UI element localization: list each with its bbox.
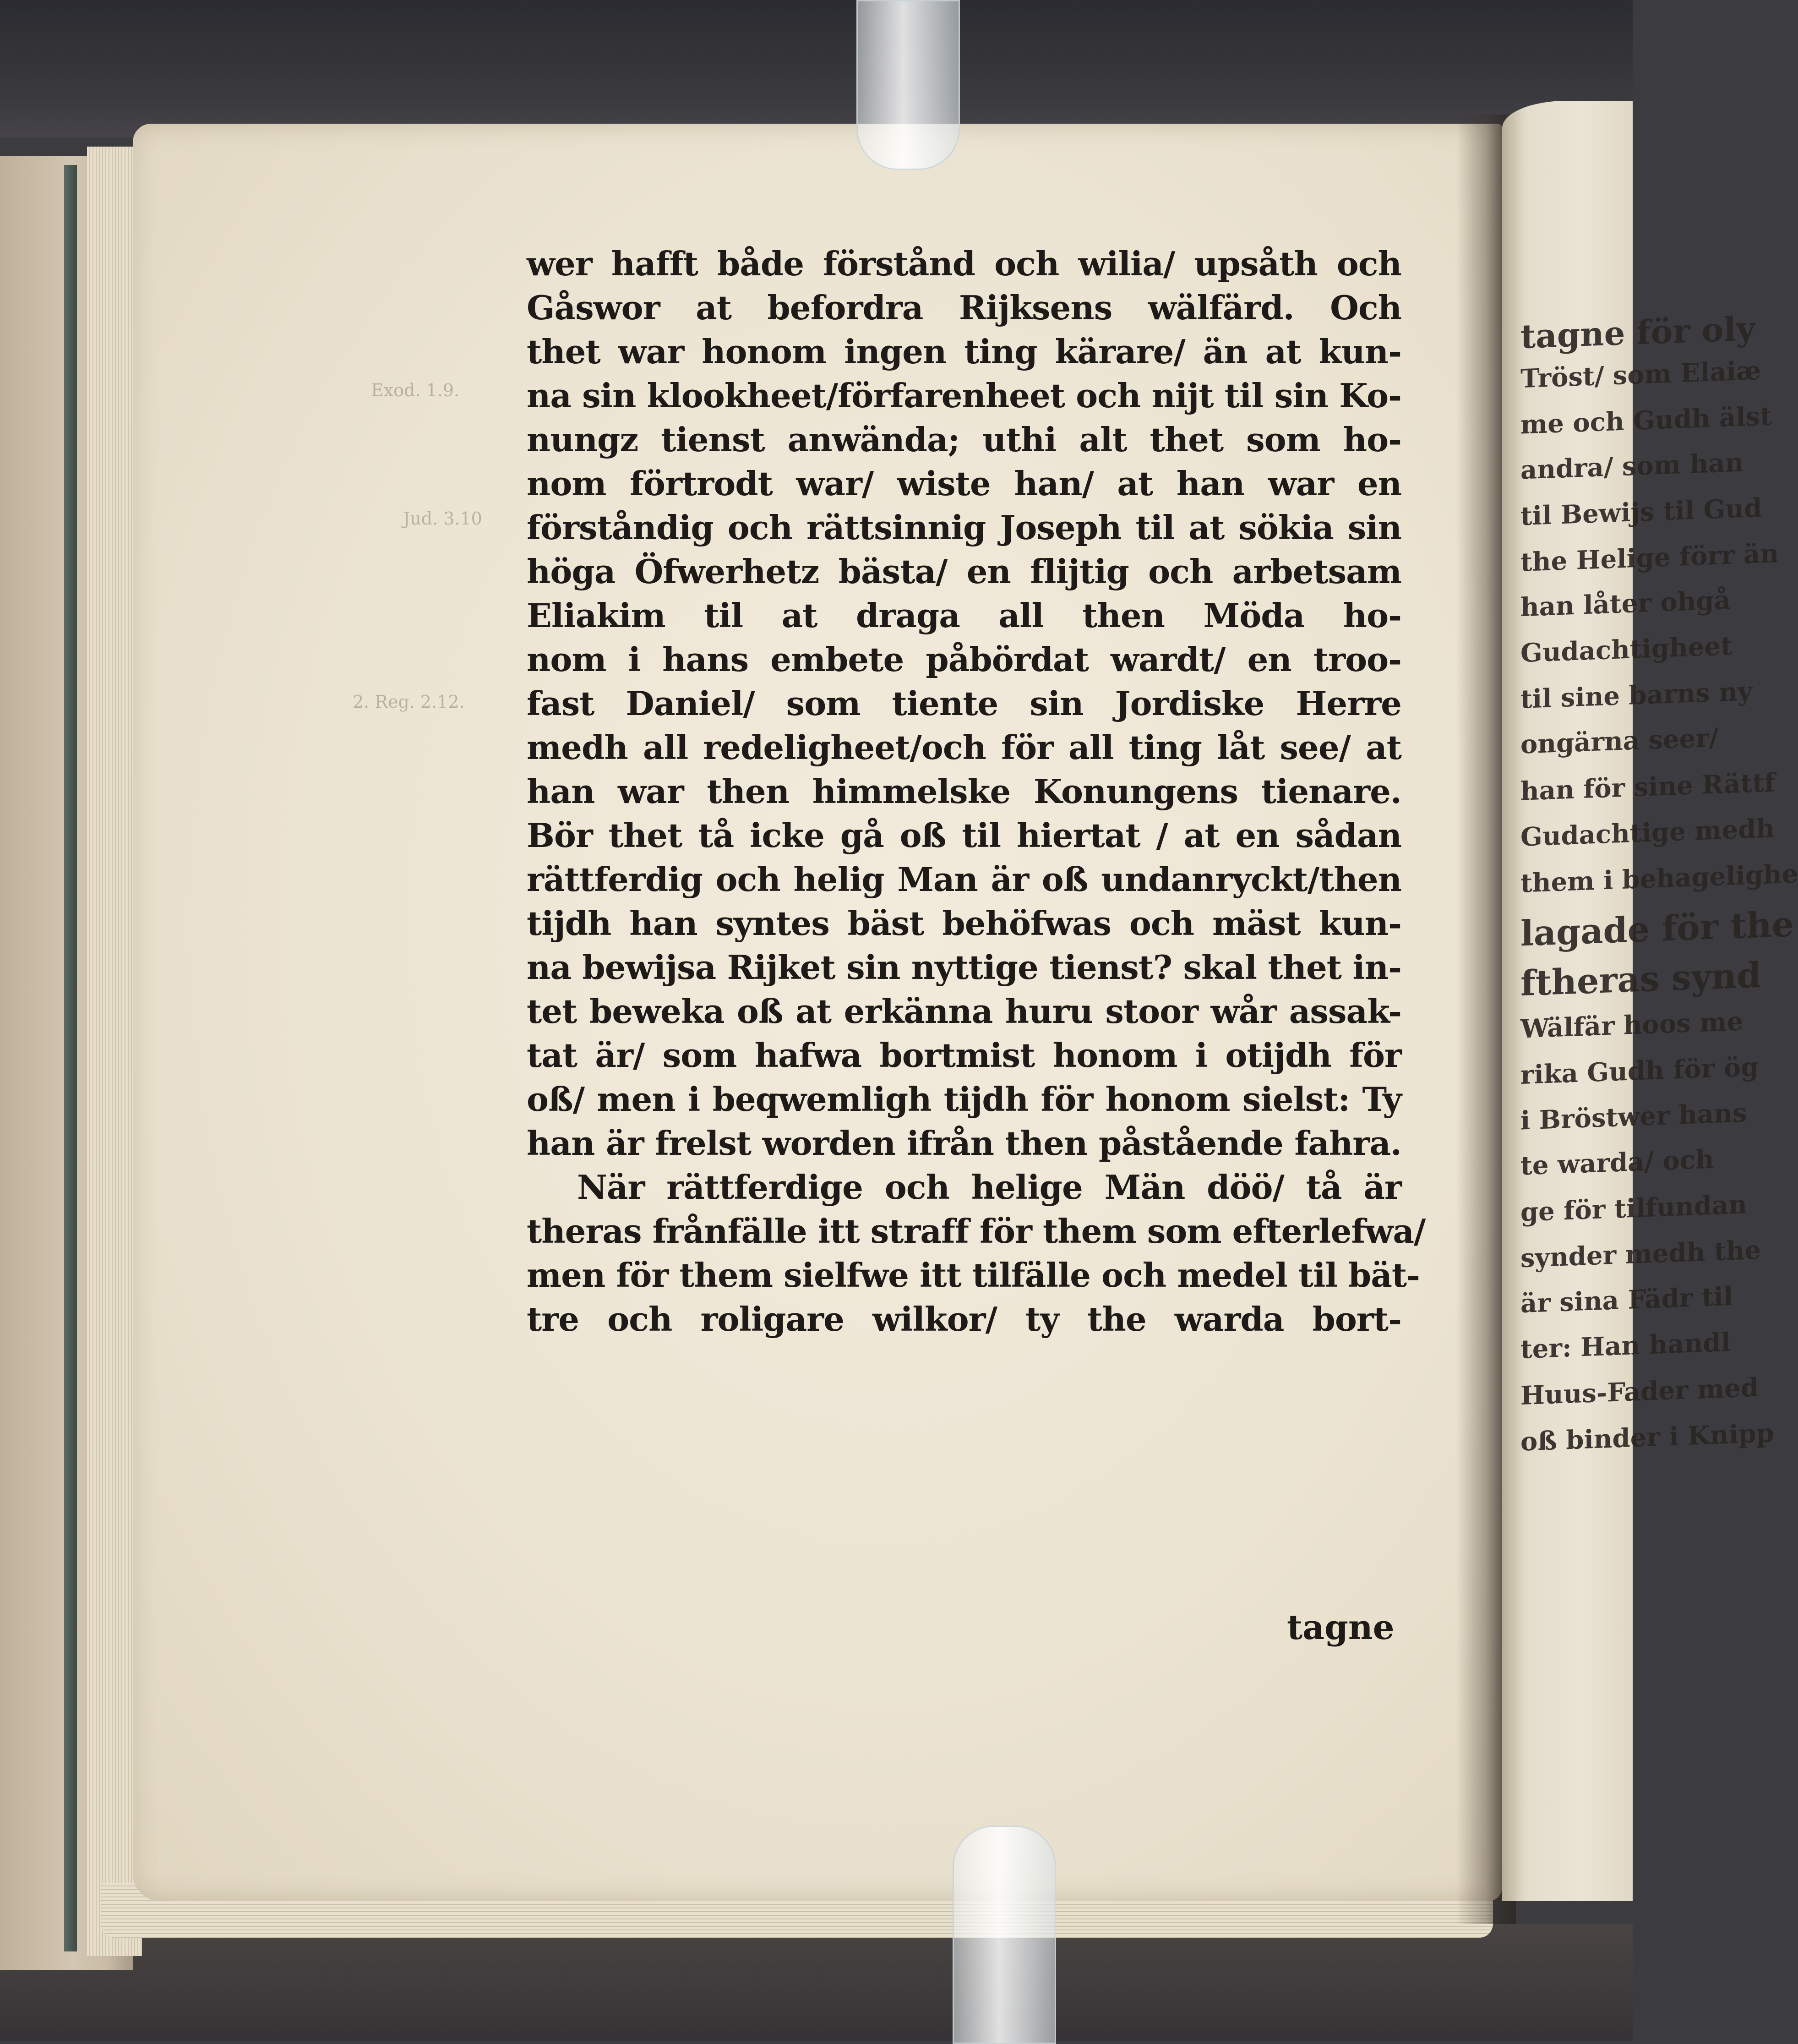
text-line: oß/ men i beqwemligh tijdh för honom sielst: Ty (527, 1080, 1401, 1119)
margin-note-2: Jud. 3.10 (403, 508, 482, 529)
facing-line: andra/ som han (1520, 447, 1744, 486)
facing-line: Wälfär hoos me (1520, 1006, 1744, 1044)
text-line: men för them sielfwe itt tilfälle och medel til bät- (527, 1256, 1420, 1295)
text-line: na bewijsa Rijket sin nyttige tienst? skal thet in- (527, 948, 1401, 987)
facing-line: Gudachtigheet (1520, 630, 1733, 669)
margin-note-3: 2. Reg. 2.12. (353, 692, 465, 712)
facing-line: the Helige förr än (1520, 538, 1779, 578)
text-line: wer hafft både förstånd och wilia/ upsåth och (527, 244, 1401, 283)
facing-line: ongärna seer/ (1520, 722, 1719, 760)
text-line: theras frånfälle itt straff för them som efterlefwa/ (527, 1212, 1426, 1251)
text-line: han är frelst worden ifrån then påstående fahra. (527, 1124, 1401, 1163)
text-line: tre och roligare wilkor/ ty the warda bort- (527, 1300, 1401, 1339)
facing-line: är sina Fädr til (1520, 1281, 1733, 1319)
text-line: thet war honom ingen ting kärare/ än at kun- (527, 332, 1401, 371)
facing-line: han för sine Rättf (1520, 767, 1776, 807)
facing-line: tagne för oly (1520, 309, 1755, 356)
text-line: höga Öfwerhetz bästa/ en flijtig och arbetsam (527, 552, 1401, 591)
text-line: nom i hans embete påbördat wardt/ en troo- (527, 640, 1401, 679)
text-line: tijdh han syntes bäst behöfwas och mäst kun- (527, 904, 1401, 943)
facing-line: i Bröstwer hans (1520, 1098, 1747, 1136)
facing-line: te warda/ och (1520, 1144, 1714, 1181)
facing-line: rika Gudh för ög (1520, 1051, 1759, 1091)
cover-edge (64, 165, 77, 1951)
facing-line: til Bewijs til Gud (1520, 492, 1762, 532)
page-clip-top (856, 0, 960, 170)
facing-line: synder medh the (1520, 1235, 1761, 1274)
text-line: rättferdig och helig Man är oß undanryckt/then (527, 860, 1401, 899)
text-line: nom förtrodt war/ wiste han/ at han war en (527, 464, 1401, 503)
background-top (0, 0, 1633, 137)
facing-line: til sine barns ny (1520, 676, 1753, 715)
text-line: Eliakim til at draga all then Möda ho- (527, 596, 1401, 635)
facing-line: ge för tilfundan (1520, 1189, 1747, 1228)
text-line: tet beweka oß at erkänna huru stoor wår assak- (527, 992, 1401, 1031)
text-line: medh all redeligheet/och för all ting låt see/ at (527, 728, 1401, 767)
text-line: tat är/ som hafwa bortmist honom i otijdh för (527, 1036, 1401, 1075)
text-line: Gåswor at befordra Rijksens wälfärd. Och (527, 288, 1401, 327)
facing-line: me och Gudh älst (1520, 401, 1772, 440)
facing-line: lagade för the (1520, 903, 1794, 954)
text-line: fast Daniel/ som tiente sin Jordiske Herre (527, 684, 1401, 723)
background-bottom (0, 1924, 1633, 2041)
facing-line: them i behagelighe (1520, 858, 1798, 899)
page-clip-bottom (953, 1825, 1056, 2044)
facing-page (1502, 101, 1798, 1901)
catchword: tagne (1287, 1608, 1395, 1647)
facing-line: oß binder i Knipp (1520, 1418, 1775, 1457)
margin-note-1: Exod. 1.9. (371, 380, 460, 400)
paragraph-start-line: När rättferdige och helige Män döö/ tå är (577, 1168, 1401, 1207)
text-line: nungz tienst anwända; uthi alt thet som ho- (527, 420, 1401, 459)
facing-line: ter: Han handl (1520, 1327, 1731, 1365)
facing-line: han låter ohgå (1520, 585, 1731, 623)
facing-line: Tröst/ som Elaiæ (1520, 355, 1761, 394)
facing-line: Gudachtige medh (1520, 813, 1775, 853)
facing-line: Huus-Fader med (1520, 1372, 1759, 1411)
text-line: Bör thet tå icke gå oß til hiertat / at en sådan (527, 816, 1401, 855)
text-line: na sin klookheet/förfarenheet och nijt til sin Ko- (527, 376, 1401, 415)
main-text-block (527, 242, 1426, 1341)
text-line: han war then himmelske Konungens tienare. (527, 772, 1401, 811)
facing-line: ftheras synd (1520, 954, 1761, 1004)
text-line: förståndig och rättsinnig Joseph til at sökia sin (527, 508, 1401, 547)
